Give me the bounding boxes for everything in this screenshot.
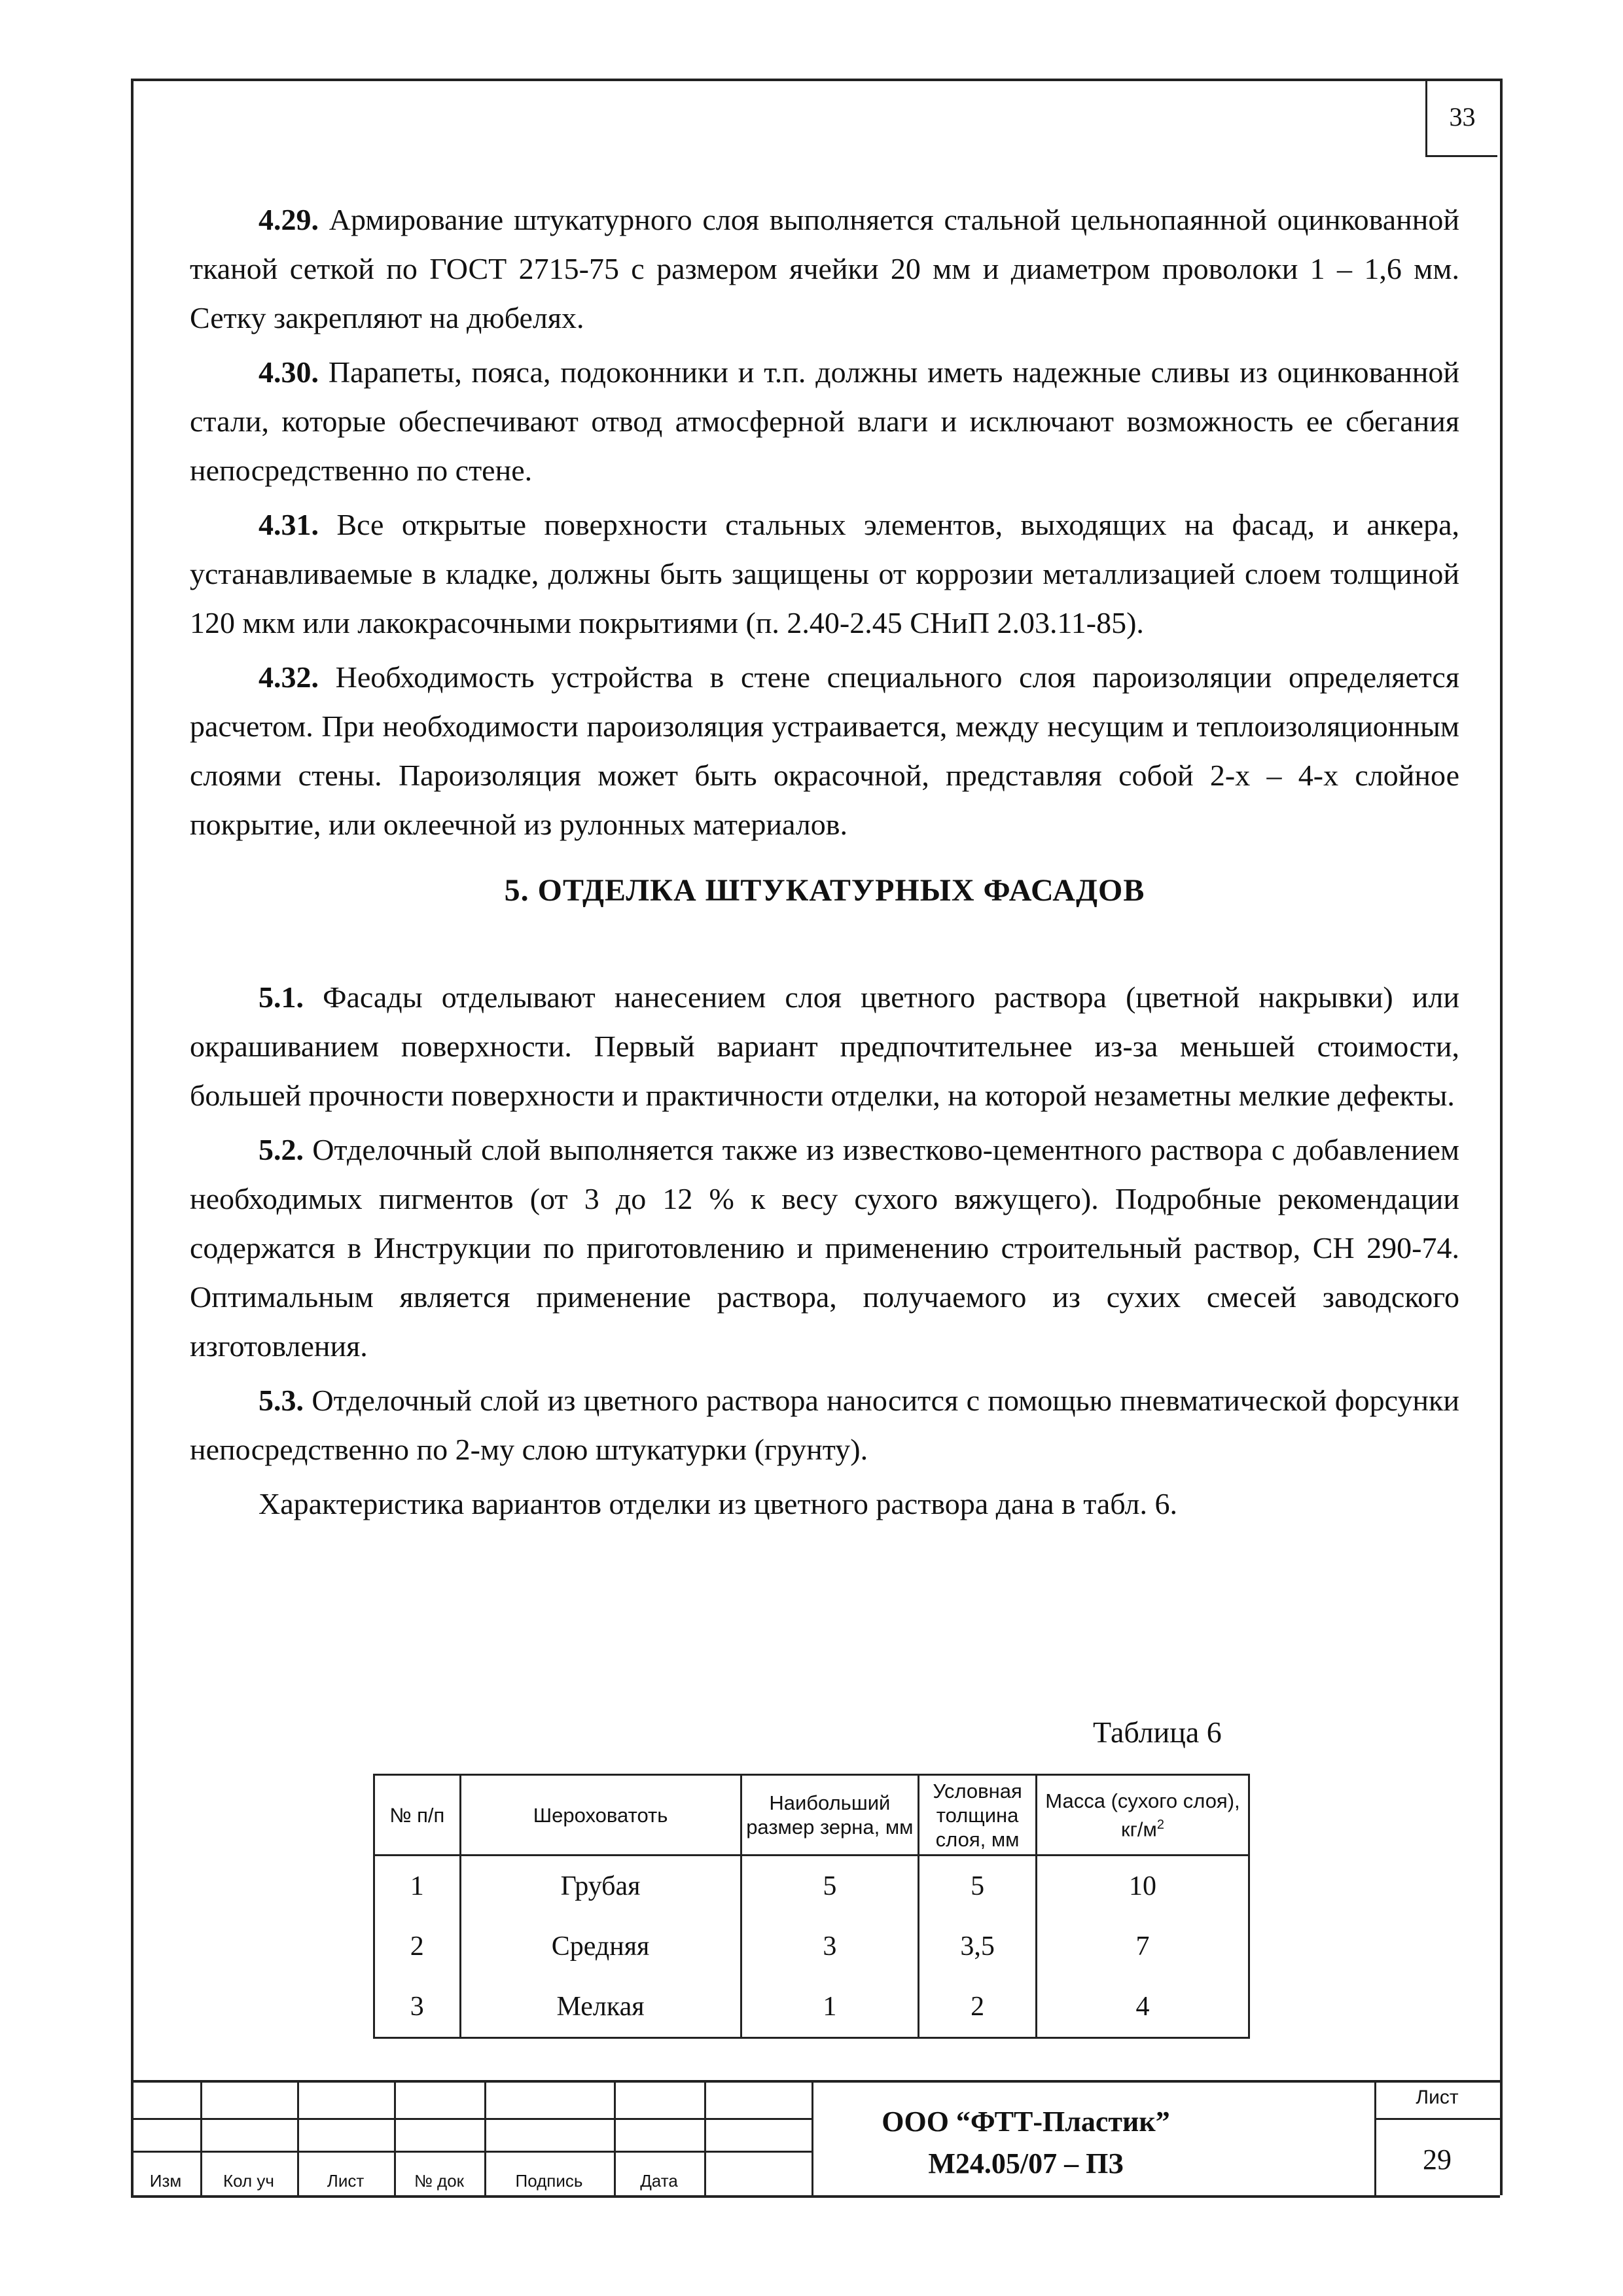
- organization-name: ООО “ФТТ-Пластик”: [882, 2106, 1170, 2138]
- stamp-label-sheet: Лист: [327, 2171, 365, 2191]
- paragraph-text: Армирование штукатурного слоя выполняется стальной цельнопаянной оцинкованной тканой сеткой по ГОСТ 2715-75 с размером ячейки 20 мм и диаметром проволоки 1 – 1,6 мм. Сетку закрепляют на дюбелях.: [190, 203, 1459, 334]
- header-num: № п/п: [374, 1775, 461, 1856]
- paragraph-text: Отделочный слой из цветного раствора наносится с помощью пневматической форсунки непосредственно по 2-му слою штукатурки (грунту).: [190, 1384, 1459, 1466]
- cell-thickness: 5: [919, 1856, 1037, 1917]
- finish-options-table: [373, 1774, 1250, 2039]
- header-mass-label: Масса (сухого слоя), кг/м: [1045, 1789, 1240, 1841]
- paragraph-text: Необходимость устройства в стене специального слоя пароизоляции определяется расчетом. При необходимости пароизоляция устраивается, между несущим и теплоизоляционным слоями стены. Пароизоляция может быть окрасочной, представляя собой 2-х – 4-х слойное покрытие, или оклеечной из рулонных материалов.: [190, 660, 1459, 841]
- document-code: М24.05/07 – ПЗ: [928, 2147, 1124, 2179]
- table-reference-text: Характеристика вариантов отделки из цветного раствора дана в табл. 6.: [259, 1487, 1178, 1520]
- cell-mass: 10: [1036, 1856, 1249, 1917]
- cell-num: 1: [374, 1856, 461, 1917]
- paragraph-4-31: [190, 500, 1459, 647]
- paragraph-number: 4.31.: [259, 508, 319, 541]
- cell-roughness: Средняя: [460, 1916, 741, 1977]
- header-grain-size: Наибольший размер зерна, мм: [741, 1775, 919, 1856]
- stamp-label-doc: № док: [414, 2171, 465, 2191]
- paragraph-text: Все открытые поверхности стальных элементов, выходящих на фасад, и анкера, устанавливаемые в кладке, должны быть защищены от коррозии металлизацией слоем толщиной 120 мкм или лакокрасочными покрытиями (п. 2.40-2.45 СНиП 2.03.11-85).: [190, 508, 1459, 639]
- paragraph-text: Парапеты, пояса, подоконники и т.п. должны иметь надежные сливы из оцинкованной стали, которые обеспечивают отвод атмосферной влаги и исключают возможность ее сбегания непосредственно по стене.: [190, 355, 1459, 487]
- title-block-stamp: [131, 2080, 1500, 2198]
- paragraph-5-1: [190, 973, 1459, 1120]
- cell-num: 3: [374, 1977, 461, 2038]
- sheet-label: Лист: [1416, 2087, 1459, 2108]
- stamp-label-date: Дата: [640, 2171, 678, 2191]
- stamp-label-signature: Подпись: [515, 2171, 583, 2191]
- paragraph-text: Фасады отделывают нанесением слоя цветного раствора (цветной накрывки) или окрашиванием поверхности. Первый вариант предпочтительнее из-за меньшей стоимости, большей прочности поверхности и практичности отделки, на которой незаметны мелкие дефекты.: [190, 980, 1459, 1112]
- paragraph-number: 5.2.: [259, 1133, 304, 1166]
- organization-block: [812, 2101, 1240, 2185]
- cell-roughness: Грубая: [460, 1856, 741, 1917]
- stamp-label-change: Изм: [149, 2171, 182, 2191]
- stamp-grid-line: [131, 2151, 812, 2153]
- page-number-top: 33: [1425, 79, 1497, 157]
- paragraph-number: 4.29.: [259, 203, 319, 236]
- header-roughness: Шероховатоть: [460, 1775, 741, 1856]
- document-body: [190, 195, 1459, 1528]
- paragraph-number: 5.3.: [259, 1384, 304, 1417]
- cell-grain: 1: [741, 1977, 919, 2038]
- cell-roughness: Мелкая: [460, 1977, 741, 2038]
- stamp-grid-line: [704, 2083, 706, 2195]
- sheet-number: 29: [1423, 2144, 1452, 2176]
- header-mass-superscript: 2: [1156, 1817, 1164, 1832]
- header-thickness: Условная толщина слоя, мм: [919, 1775, 1037, 1856]
- cell-thickness: 3,5: [919, 1916, 1037, 1977]
- cell-mass: 7: [1036, 1916, 1249, 1977]
- paragraph-5-3: [190, 1376, 1459, 1474]
- table-row: [374, 1916, 1249, 1977]
- paragraph-text: Отделочный слой выполняется также из известково-цементного раствора с добавлением необходимых пигментов (от 3 до 12 % к весу сухого вяжущего). Подробные рекомендации содержатся в Инструкции по приготовлению и применению строительный раствор, СН 290-74. Оптимальным является применение раствора, получаемого из сухих смесей заводского изготовления.: [190, 1133, 1459, 1363]
- cell-mass: 4: [1036, 1977, 1249, 2038]
- cell-thickness: 2: [919, 1977, 1037, 2038]
- section-title: 5. ОТДЕЛКА ШТУКАТУРНЫХ ФАСАДОВ: [504, 873, 1145, 908]
- cell-grain: 5: [741, 1856, 919, 1917]
- stamp-grid-line: [131, 2118, 812, 2120]
- paragraph-4-32: [190, 653, 1459, 849]
- paragraph-number: 4.32.: [259, 660, 319, 694]
- stamp-label-qty: Кол уч: [223, 2171, 274, 2191]
- cell-grain: 3: [741, 1916, 919, 1977]
- paragraph-4-30: [190, 348, 1459, 495]
- paragraph-4-29: [190, 195, 1459, 342]
- paragraph-5-2: [190, 1125, 1459, 1371]
- table-caption: Таблица 6: [1093, 1715, 1222, 1749]
- cell-num: 2: [374, 1916, 461, 1977]
- table-row: [374, 1977, 1249, 2038]
- paragraph-number: 5.1.: [259, 980, 304, 1014]
- table-row: [374, 1856, 1249, 1917]
- table-header-row: [374, 1775, 1249, 1856]
- stamp-grid-line: [1374, 2118, 1500, 2120]
- paragraph-number: 4.30.: [259, 355, 319, 389]
- header-mass: [1036, 1775, 1249, 1856]
